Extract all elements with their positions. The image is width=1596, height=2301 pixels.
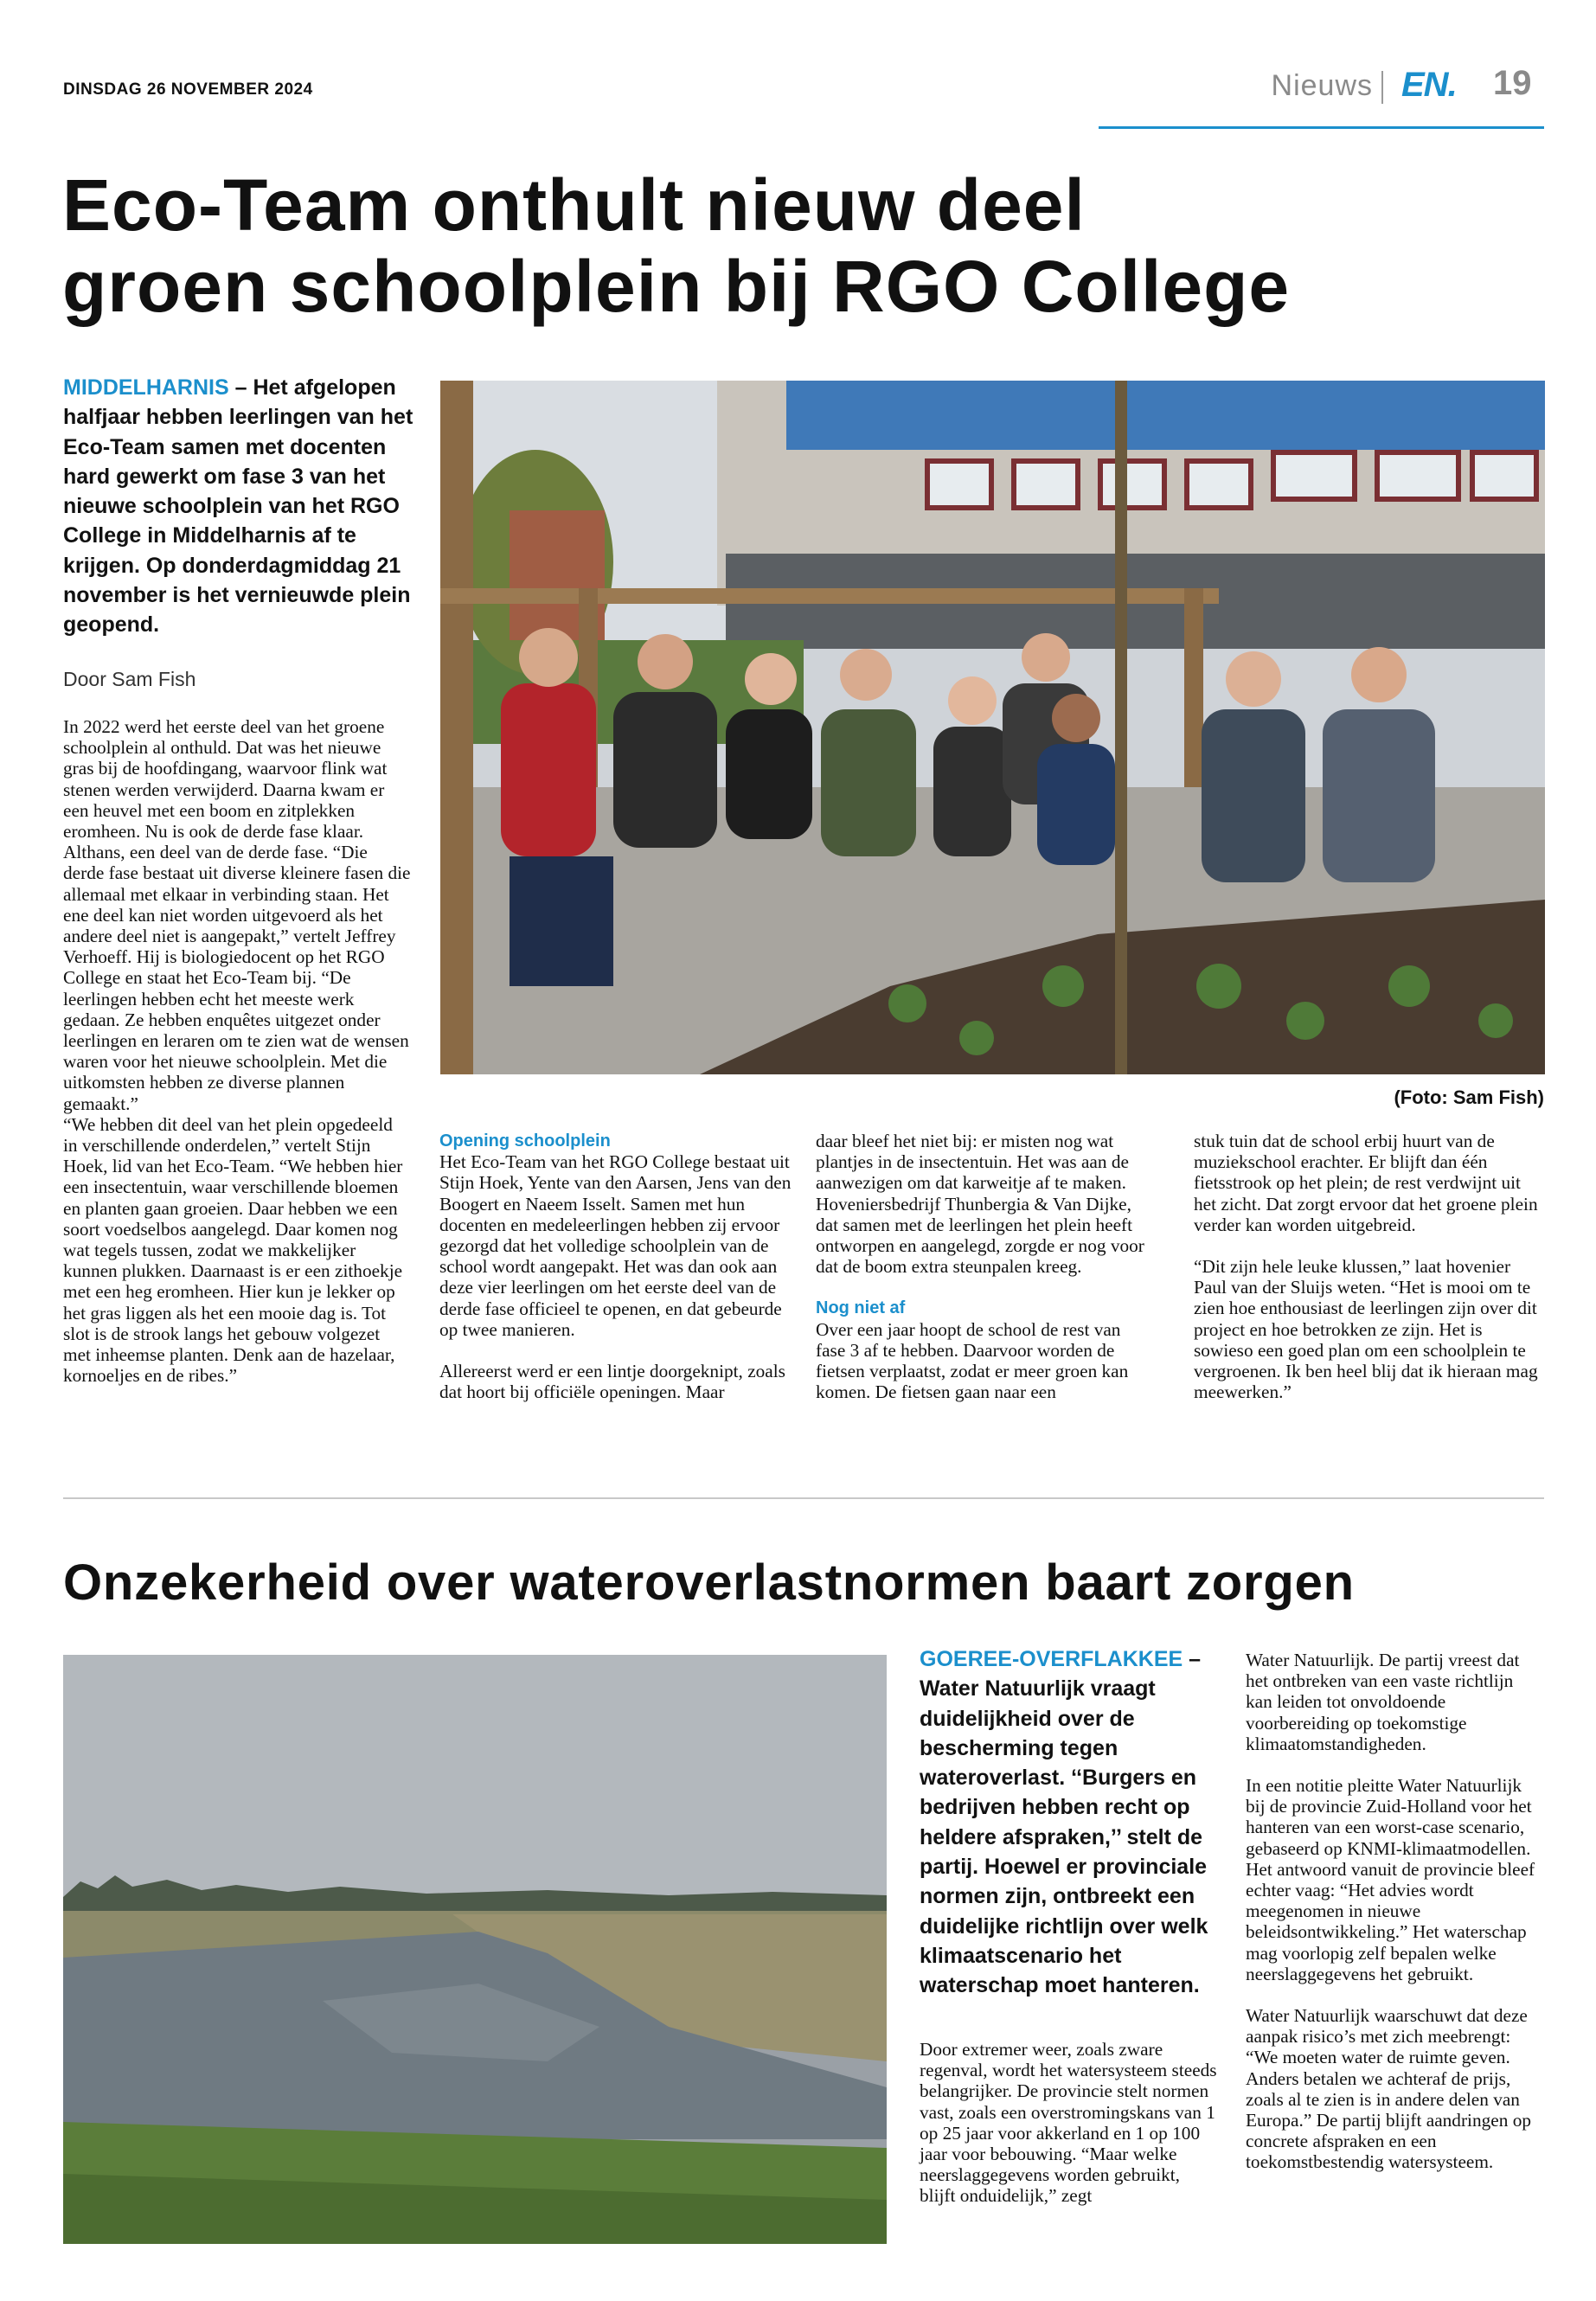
paragraph: Het Eco-Team van het RGO College bestaat uit Stijn Hoek, Yente van den Aarsen, Jens van den Boogert en Naeem Isselt. Samen met hun docenten en medeleerlingen hebben zij ervoor gezorgd dat het volledige schoolplein van de school wordt aangepakt. Het was dan ook aan deze vier leerlingen om het eerste deel van de derde fase officieel te openen, en dat gebeurde op twee manieren. (439, 1151, 792, 1340)
paragraph: Door extremer weer, zoals zware regenval, wordt het watersysteem steeds belangrijker. De provincie stelt normen vast, zoals een overstromingskans van 1 op 25 jaar voor akkerland en 1 op 100 jaar voor bebouwing. “Maar welke neerslaggegevens worden gebruikt, blijft onduidelijk,” zegt (920, 2039, 1217, 2207)
header-rule (1099, 126, 1544, 129)
article1-column-3 (816, 1131, 1150, 1402)
paragraph: Water Natuurlijk waarschuwt dat deze aanpak risico’s met zich meebrengt: “We moeten water de ruimte geven. Anders betalen we achteraf de prijs, zoals al te zien is in andere delen van Europa.” De partij blijft aandringen op concrete afspraken en een toekomstbestendig watersysteem. (1246, 2005, 1531, 2173)
section-name: Nieuws (1271, 69, 1373, 102)
paragraph: “Dit zijn hele leuke klussen,” laat hovenier Paul van der Sluijs weten. “Het is mooi om te zien hoe enthousiast de leerlingen zijn over dit project en hoe betrokken ze zijn. Het is sowieso een goed plan om een schoolplein te vergroenen. Ik ben heel blij dat ik hieraan mag meewerken.” (1194, 1256, 1538, 1403)
article1-headline (62, 164, 1317, 327)
paragraph: In 2022 werd het eerste deel van het groene schoolplein al onthuld. Dat was het nieuwe gras bij de hoofdingang, waarvoor flink wat stenen werden verwijderd. Daarna kwam er een heuvel met een boom en zitplekken eromheen. Nu is ook de derde fase klaar. Althans, een deel van de derde fase. “Die derde fase bestaat uit diverse kleinere fasen die allemaal met elkaar in verbinding staan. Het ene deel kan niet worden uitgevoerd als het andere deel niet is aangepakt,” vertelt Jeffrey Verhoeff. Hij is biologiedocent op het RGO College en staat het Eco-Team bij. “De leerlingen hebben echt het meeste werk gedaan. Ze hebben enquêtes uitgezet onder leerlingen en leraren om te zien wat de wensen waren voor het nieuwe schoolplein. Met die uitkomsten hebben ze diverse plannen gemaakt.” (63, 716, 411, 1114)
paragraph: Allereerst werd er een lintje doorgeknipt, zoals dat hoort bij officiële openingen. Maar (439, 1361, 785, 1403)
subheading: Nog niet af (816, 1298, 906, 1318)
subheading: Opening schoolplein (439, 1131, 611, 1150)
article1-lead (63, 373, 413, 640)
page-number: 19 (1493, 64, 1532, 102)
paragraph: “We hebben dit deel van het plein opgedeeld in verschillende onderdelen,” vertelt Stijn Hoek, lid van het Eco-Team. “We hebben hier een insectentuin, waar verschillende bloemen en planten gaan groeien. Daar hebben we een soort voedselbos aangelegd. Daar komen nog wat tegels tussen, zodat we makkelijker kunnen plukken. Daarnaast is er een zithoekje met een heg eromheen. Hier kun je lekker op het gras liggen als het een mooie dag is. Tot slot is de strook langs het gebouw volgezet met inheemse planten. Denk aan de hazelaar, kornoeljes en de ribes.” (63, 1113, 403, 1387)
article-divider (63, 1497, 1544, 1499)
article2-lead (920, 1644, 1222, 2001)
paragraph: daar bleef het niet bij: er misten nog wat plantjes in de insectentuin. Het was aan de aanwezigen om dat karweitje af te maken. Hoveniersbedrijf Thunbergia & Van Dijke, dat samen met de leerlingen het plein heeft ontworpen en aangelegd, zorgde er nog voor dat de boom extra steunpalen kreeg. (816, 1131, 1144, 1278)
issue-date: DINSDAG 26 NOVEMBER 2024 (63, 80, 313, 99)
dateline: GOEREE-OVERFLAKKEE (920, 1647, 1183, 1671)
flooded-polder-photo (63, 1655, 887, 2244)
header-separator (1381, 71, 1383, 104)
newspaper-logo: EN. (1401, 66, 1457, 104)
paragraph: stuk tuin dat de school erbij huurt van de muziekschool erachter. Er blijft dan één fietsstrook op het plein; de rest verdwijnt uit het zicht. Dat zorgt ervoor dat het groene plein verder kan worden uitgebreid. (1194, 1131, 1538, 1235)
article2-headline: Onzekerheid over wateroverlastnormen baart zorgen (63, 1554, 1355, 1611)
article2-column-2 (1246, 1650, 1544, 2173)
paragraph: Over een jaar hoopt de school de rest van fase 3 af te hebben. Daarvoor worden de fietsen verplaatst, zodat er meer groen kan komen. De fietsen gaan naar een (816, 1318, 1129, 1403)
lead-text: – Het afgelopen halfjaar hebben leerlingen van het Eco-Team samen met docenten hard gewerkt om fase 3 van het nieuwe schoolplein van het RGO College in Middelharnis af te krijgen. Op donderdagmiddag 21 november is het vernieuwde plein geopend. (63, 375, 413, 638)
headline-line-2: groen schoolplein bij RGO College (62, 246, 1291, 327)
headline-line-1: Eco-Team onthult nieuw deel (62, 164, 1086, 246)
article1-column-2 (439, 1131, 792, 1402)
dateline: MIDDELHARNIS (63, 375, 229, 400)
article2-column-1 (920, 2039, 1218, 2207)
paragraph: Water Natuurlijk. De partij vreest dat het ontbreken van een vaste richtlijn kan leiden tot onvoldoende voorbereiding op toekomstige klimaatomstandigheden. (1246, 1650, 1520, 1754)
eco-team-group-photo (440, 381, 1545, 1074)
article1-column-1 (63, 716, 411, 1387)
paragraph: In een notitie pleitte Water Natuurlijk bij de provincie Zuid-Holland voor het hanteren van een worst-case scenario, gebaseerd op KNMI-klimaatmodellen. Het antwoord vanuit de provincie bleef echter vaag: “Het advies wordt meegenomen in nieuwe beleidsontwikkeling.” Het waterschap mag voorlopig zelf bepalen welke neerslaggegevens het gebruikt. (1246, 1775, 1535, 1984)
lead-text: – Water Natuurlijk vraagt duidelijkheid over de bescherming tegen wateroverlast. ‘‘Burgers en bedrijven hebben recht op heldere afspraken,’’ stelt de partij. Hoewel er provinciale normen zijn, ontbreekt een duidelijke richtlijn over welk klimaatscenario het waterschap moet hanteren. (920, 1647, 1208, 1998)
photo-credit: (Foto: Sam Fish) (1394, 1086, 1544, 1108)
byline: Door Sam Fish (63, 668, 196, 690)
article1-column-4 (1194, 1131, 1540, 1402)
